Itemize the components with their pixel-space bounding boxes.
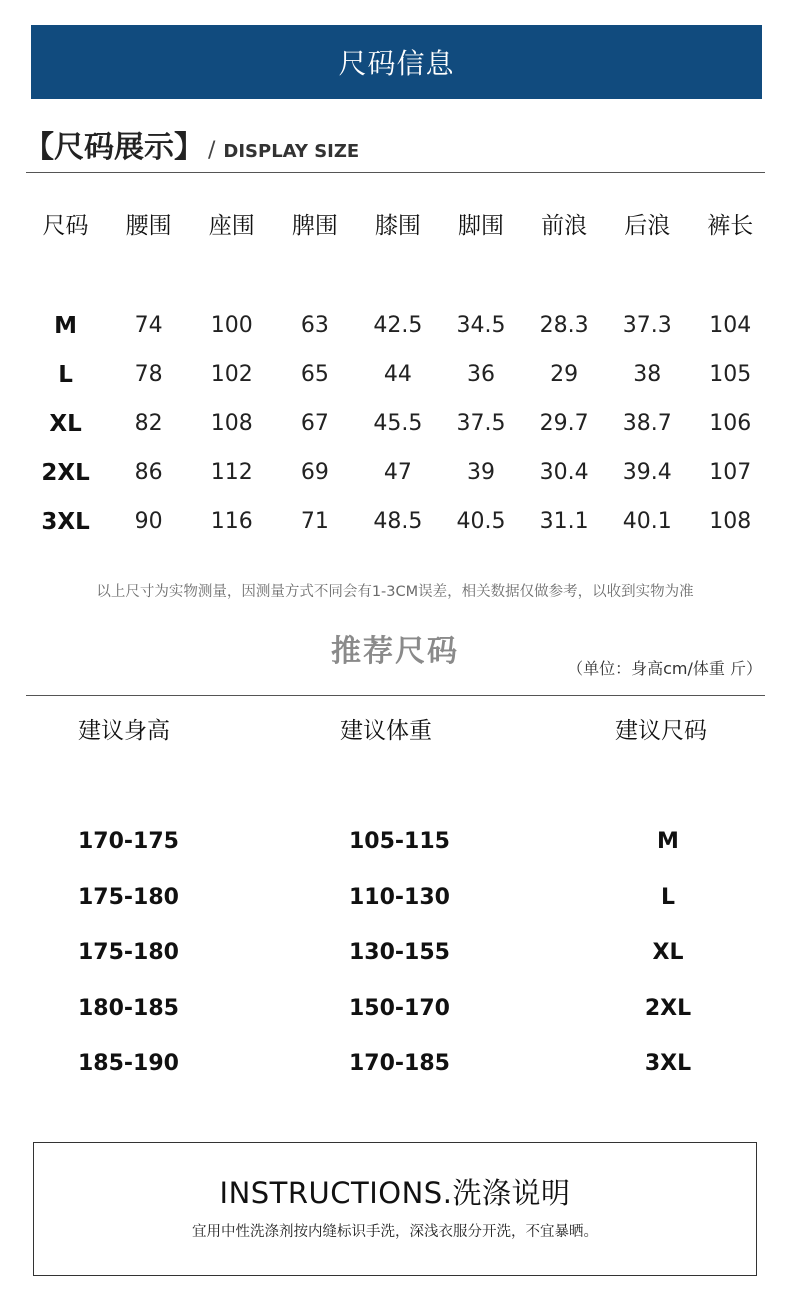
size-cell: 30.4 [539,460,589,485]
size-header-cell: 座围 [208,212,255,239]
size-cell: 78 [134,362,163,387]
recommend-weight: 105-115 [349,829,450,854]
size-cell: 37.5 [456,411,506,436]
recommend-size: 3XL [644,1051,692,1076]
section-title-separator: / [208,138,216,163]
size-cell: 48.5 [373,509,423,534]
size-cell: 36 [467,362,496,387]
size-cell: 71 [300,509,329,534]
recommend-weight: 110-130 [349,884,450,910]
recommend-weight: 150-170 [349,995,450,1021]
size-header-cell: 腰围 [125,212,172,239]
size-table-row [24,448,772,497]
recommend-table-header [0,712,790,762]
size-cell: 40.5 [456,509,506,534]
size-cell: 37.3 [622,313,672,338]
recommend-table [0,712,790,1107]
size-cell: 45.5 [373,411,423,436]
size-cell: 100 [210,313,253,338]
section-title-en: DISPLAY SIZE [223,141,360,162]
size-cell: 38 [633,362,662,387]
size-cell: 82 [134,411,163,436]
size-header-cell: 脾围 [291,212,338,239]
size-table-row [24,350,772,399]
size-header-cell: 前浪 [541,212,588,239]
recommend-header-height: 建议身高 [78,718,170,744]
divider-middle [26,695,765,696]
measurement-note: 以上尺寸为实物测量，因测量方式不同会有1-3CM误差，相关数据仅做参考，以收到实物为准 [96,584,694,600]
instructions-title: INSTRUCTIONS.洗涤说明 [219,1176,571,1210]
recommend-header-weight: 建议体重 [340,718,432,744]
size-cell: 39.4 [622,460,672,485]
recommend-size: M [657,829,679,854]
size-cell: 74 [134,313,163,338]
recommend-size: XL [652,940,684,965]
section-title-zh: 【尺码展示】 [24,130,204,165]
size-header-cell: 尺码 [42,212,89,239]
size-header-cell: 后浪 [624,212,671,239]
size-cell: 116 [210,509,253,534]
size-cell: 108 [210,411,253,436]
size-cell: 106 [709,411,752,436]
size-cell: 105 [709,362,752,387]
recommend-table-row [0,1051,790,1107]
size-cell: 90 [134,509,163,534]
size-cell: 104 [709,313,752,338]
size-cell: 102 [210,362,253,387]
recommend-height: 170-175 [78,829,179,854]
recommend-weight: 170-185 [349,1051,450,1076]
size-cell: XL [49,410,82,437]
size-cell: 86 [134,460,163,485]
size-table-row [24,497,772,546]
size-cell: L [58,361,73,388]
size-table [24,195,772,546]
size-cell: 47 [383,460,412,485]
recommend-size: L [660,884,676,910]
recommend-table-row [0,829,790,885]
size-cell: 65 [300,362,329,387]
recommend-height: 180-185 [78,995,179,1021]
recommend-title: 推荐尺码 [331,634,459,669]
size-header-cell: 脚围 [458,212,505,239]
size-cell: 42.5 [373,313,423,338]
recommend-header-size: 建议尺码 [615,718,707,744]
size-cell: 39 [467,460,496,485]
header-banner [31,25,762,99]
size-cell: 44 [383,362,412,387]
size-cell: 107 [709,460,752,485]
recommend-height: 185-190 [78,1051,179,1076]
instructions-text: 宜用中性洗涤剂按内缝标识手洗，深浅衣服分开洗，不宜暴晒。 [192,1224,598,1240]
instructions-box [33,1142,757,1276]
size-cell: 3XL [41,508,90,535]
divider-top [26,172,765,173]
size-cell: 2XL [41,459,90,486]
recommend-weight: 130-155 [349,940,450,965]
size-header-cell: 膝围 [374,212,421,239]
recommend-height: 175-180 [78,884,179,910]
banner-title: 尺码信息 [338,47,455,80]
size-cell: 29.7 [539,411,589,436]
section-title [24,122,360,165]
size-cell: 112 [210,460,253,485]
size-table-row [24,399,772,448]
size-cell: 31.1 [539,509,589,534]
size-cell: 38.7 [622,411,672,436]
size-cell: 108 [709,509,752,534]
recommend-height: 175-180 [78,940,179,965]
size-cell: 67 [300,411,329,436]
size-cell: 63 [300,313,329,338]
size-header-cell: 裤长 [707,212,754,239]
size-cell: 40.1 [622,509,672,534]
recommend-unit: （单位：身高cm/体重 斤） [567,659,762,678]
size-cell: M [54,312,77,339]
size-table-row [24,301,772,350]
size-cell: 34.5 [456,313,506,338]
recommend-table-row [0,885,790,941]
size-cell: 28.3 [539,313,589,338]
size-cell: 69 [300,460,329,485]
recommend-size: 2XL [644,995,692,1021]
recommend-table-row [0,940,790,996]
size-table-header [24,195,772,251]
size-cell: 29 [550,362,579,387]
recommend-table-row [0,996,790,1052]
